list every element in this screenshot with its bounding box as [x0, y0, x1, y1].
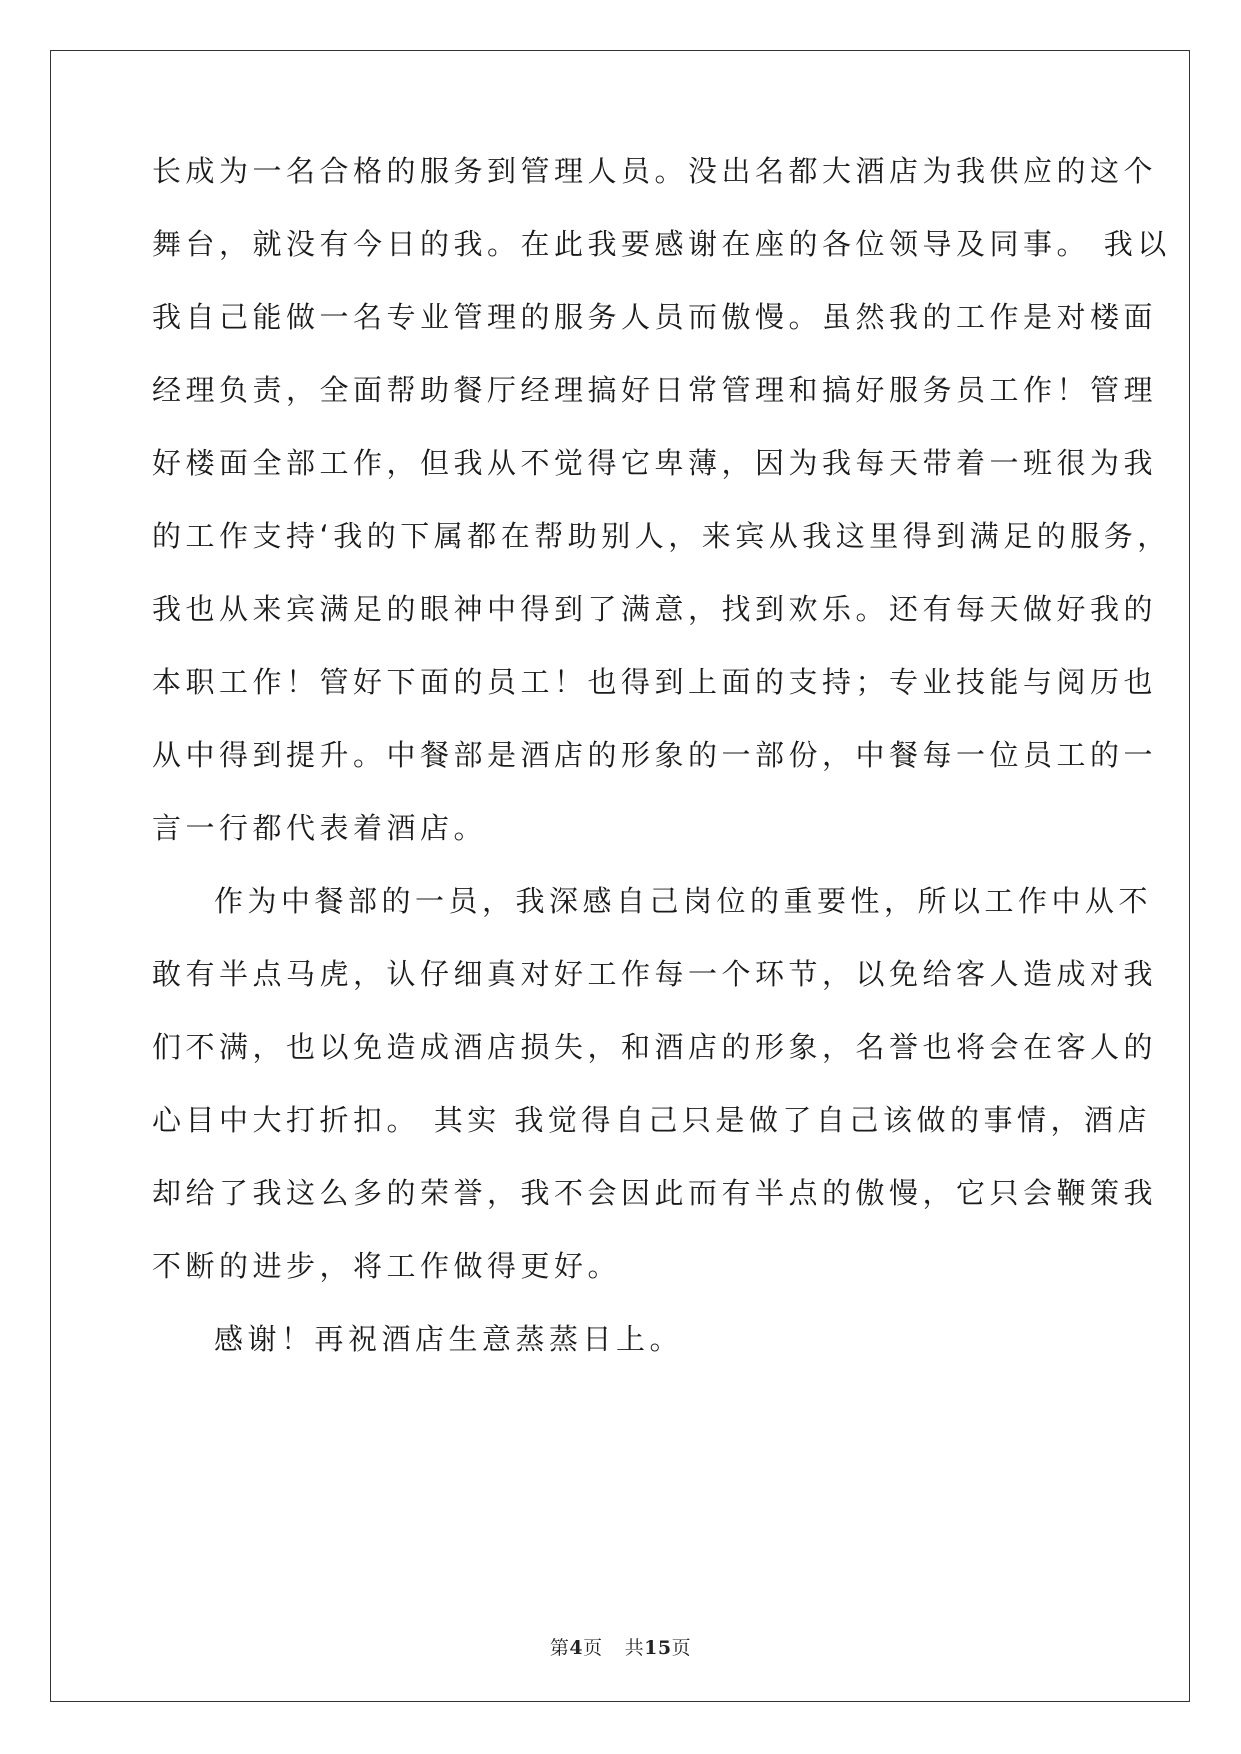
body-line-10: 言一行都代表着酒店。: [152, 811, 488, 845]
body-line-16: 不断的进步，将工作做得更好。: [152, 1249, 622, 1283]
body-line-11: 作为中餐部的一员，我深感自己岗位的重要性，所以工作中从不: [214, 884, 1153, 918]
body-line-2: 舞台，就没有今日的我。在此我要感谢在座的各位领导及同事。 我以: [152, 227, 1171, 261]
body-line-1: 长成为一名合格的服务到管理人员。没出名都大酒店为我供应的这个: [152, 154, 1158, 188]
body-line-15: 却给了我这么多的荣誉，我不会因此而有半点的傲慢，它只会鞭策我: [152, 1176, 1158, 1210]
page-prefix: 第: [549, 1637, 570, 1659]
body-line-12: 敢有半点马虎，认仔细真对好工作每一个环节，以免给客人造成对我: [152, 957, 1158, 991]
page-current: 4: [569, 1637, 584, 1659]
body-line-9: 从中得到提升。中餐部是酒店的形象的一部份，中餐每一位员工的一: [152, 738, 1158, 772]
body-line-8: 本职工作！管好下面的员工！也得到上面的支持；专业技能与阅历也: [152, 665, 1158, 699]
body-line-14: 心目中大打折扣。 其实 我觉得自己只是做了自己该做的事情，酒店: [152, 1103, 1151, 1137]
body-line-4: 经理负责，全面帮助餐厅经理搞好日常管理和搞好服务员工作！管理: [152, 373, 1158, 407]
body-line-13: 们不满，也以免造成酒店损失，和酒店的形象，名誉也将会在客人的: [152, 1030, 1158, 1064]
total-suffix: 页: [671, 1637, 692, 1659]
page-border: [50, 50, 1190, 1702]
page-total: 15: [644, 1637, 672, 1659]
body-line-7: 我也从来宾满足的眼神中得到了满意，找到欢乐。还有每天做好我的: [152, 592, 1158, 626]
body-line-6: 的工作支持‘我的下属都在帮助别人，来宾从我这里得到满足的服务，: [152, 519, 1171, 553]
body-line-3: 我自己能做一名专业管理的服务人员而傲慢。虽然我的工作是对楼面: [152, 300, 1158, 334]
page-footer: [0, 1633, 1241, 1660]
page-suffix: 页: [583, 1637, 603, 1659]
body-line-5: 好楼面全部工作，但我从不觉得它卑薄，因为我每天带着一班很为我: [152, 446, 1158, 480]
total-prefix: 共: [624, 1637, 645, 1659]
body-line-17: 感谢！再祝酒店生意蒸蒸日上。: [214, 1322, 684, 1356]
